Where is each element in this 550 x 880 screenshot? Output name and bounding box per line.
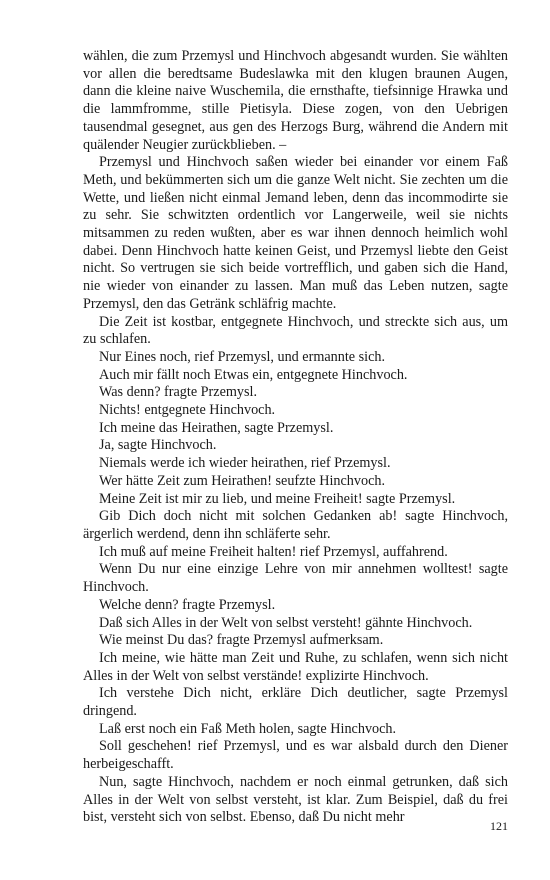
- paragraph: Niemals werde ich wieder heirathen, rief Przemysl.: [99, 455, 391, 472]
- paragraph: Ich muß auf meine Freiheit halten! rief Przemysl, auffahrend.: [99, 543, 448, 560]
- paragraph: Nun, sagte Hinchvoch, nachdem er noch einmal getrunken, daß sich Alles in der Welt von selbst versteht, ist klar. Zum Beispiel, daß du frei bist, versteht sich von selbst. Ebenso, daß Du nicht mehr: [83, 773, 508, 826]
- page-number: 121: [490, 819, 508, 833]
- paragraph: Wer hätte Zeit zum Heirathen! seufzte Hinchvoch.: [99, 472, 386, 489]
- paragraph: Soll geschehen! rief Przemysl, und es war alsbald durch den Diener herbeigeschafft.: [83, 738, 508, 773]
- paragraph: Ich verstehe Dich nicht, erkläre Dich deutlicher, sagte Przemysl dringend.: [83, 685, 508, 720]
- paragraph: Meine Zeit ist mir zu lieb, und meine Freiheit! sagte Przemysl.: [99, 490, 456, 507]
- paragraph: Auch mir fällt noch Etwas ein, entgegnete Hinchvoch.: [99, 366, 408, 383]
- paragraph: Daß sich Alles in der Welt von selbst versteht! gähnte Hinchvoch.: [99, 614, 473, 631]
- paragraph: Nichts! entgegnete Hinchvoch.: [99, 402, 276, 419]
- book-page-text: [83, 48, 508, 827]
- paragraph: Laß erst noch ein Faß Meth holen, sagte Hinchvoch.: [99, 720, 397, 737]
- paragraph: Ich meine, wie hätte man Zeit und Ruhe, zu schlafen, wenn sich nicht Alles in der Welt von selbst verstände! explizirte Hinchvoch.: [83, 649, 508, 684]
- paragraph: Wenn Du nur eine einzige Lehre von mir annehmen wolltest! sagte Hinchvoch.: [83, 561, 508, 596]
- paragraph: Nur Eines noch, rief Przemysl, und ermannte sich.: [99, 348, 386, 365]
- paragraph: wählen, die zum Przemysl und Hinchvoch abgesandt wurden. Sie wählten vor allen die beredtsame Budeslawka mit den klugen braunen Augen, dann die kleine naive Wuschemila, die ernsthafte, tiefsinnige Hrawka und die lammfromme, stille Pietisyla. Diese zogen, von den Uebrigen tausendmal gesegnet, aus gen des Herzogs Burg, während die Andern mit quälender Neugier zurückblieben. –: [83, 48, 508, 153]
- paragraph: Przemysl und Hinchvoch saßen wieder bei einander vor einem Faß Meth, und bekümmerten sich um die ganze Welt nicht. Sie zechten um die Wette, und ließen nicht einmal Jemand leben, denn das incommodirte sie zu sehr. Sie schwitzten ordentlich vor Langerweile, weil sie nichts mitsammen zu reden wußten, aber es war ihnen dennoch heimlich wohl dabei. Denn Hinchvoch hatte keinen Geist, und Przemysl liebte den Geist nicht. So vertrugen sie sich beide vortrefflich, und gaben sich die Hand, nie wieder von einander zu lassen. Man muß das Leben nutzen, sagte Przemysl, den das Getränk schläfrig machte.: [83, 154, 508, 312]
- paragraph: Ja, sagte Hinchvoch.: [99, 437, 217, 454]
- paragraph: Welche denn? fragte Przemysl.: [99, 596, 276, 613]
- paragraph: Ich meine das Heirathen, sagte Przemysl.: [99, 419, 334, 436]
- paragraph: Was denn? fragte Przemysl.: [99, 384, 258, 401]
- paragraph: Die Zeit ist kostbar, entgegnete Hinchvoch, und streckte sich aus, um zu schlafen.: [83, 313, 508, 348]
- paragraph: Wie meinst Du das? fragte Przemysl aufmerksam.: [99, 632, 384, 649]
- paragraph: Gib Dich doch nicht mit solchen Gedanken ab! sagte Hinchvoch, ärgerlich werdend, denn ihn schläferte sehr.: [83, 508, 508, 542]
